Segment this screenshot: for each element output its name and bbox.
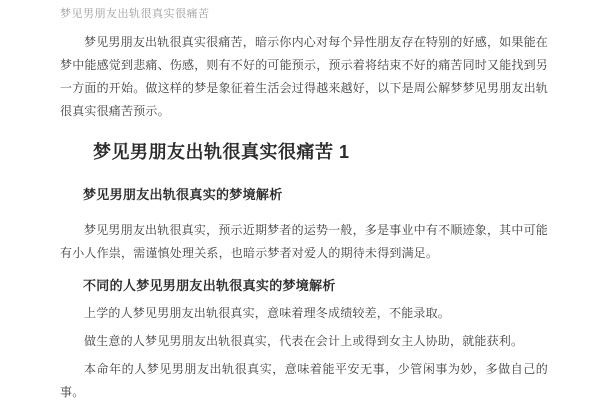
subsection-heading-dream-analysis: 梦见男朋友出轨很真实的梦境解析	[83, 187, 283, 202]
interpretation-list	[60, 302, 548, 404]
intro-paragraph: 梦见男朋友出轨很真实很痛苦，暗示你内心对每个异性朋友存在特别的好感，如果能在梦中能感觉到悲痛、伤感，则有不好的可能预示，预示着将结束不好的痛苦同时又能找到另一方面的开始。做这样的梦是象征着生活会过得越来越好，以下是周公解梦梦见男朋友出轨很真实很痛苦预示。	[60, 35, 549, 118]
subsection-heading-different-people: 不同的人梦见男朋友出轨很真实的梦境解析	[83, 278, 336, 293]
dream-analysis-paragraph: 梦见男朋友出轨很真实，预示近期梦者的运势一般，多是事业中有不顺迹象，其中可能有小人作祟，需谨慎处理关系，也暗示梦者对爱人的期待未得到满足。	[60, 223, 548, 260]
list-item-zodiac-year: 本命年的人梦见男朋友出轨很真实，意味着能平安无事，少管闲事为妙，多做自己的事。	[60, 362, 548, 399]
slug-title: 梦见男朋友出轨很真实很痛苦	[60, 8, 210, 20]
list-item-business: 做生意的人梦见男朋友出轨很真实，代表在会计上或得到女主人协助，就能获利。	[84, 334, 524, 348]
section-heading: 梦见男朋友出轨很真实很痛苦 1	[93, 142, 350, 162]
list-item-student: 上学的人梦见男朋友出轨很真实，意味着理冬成绩较差，不能录取。	[84, 306, 451, 320]
